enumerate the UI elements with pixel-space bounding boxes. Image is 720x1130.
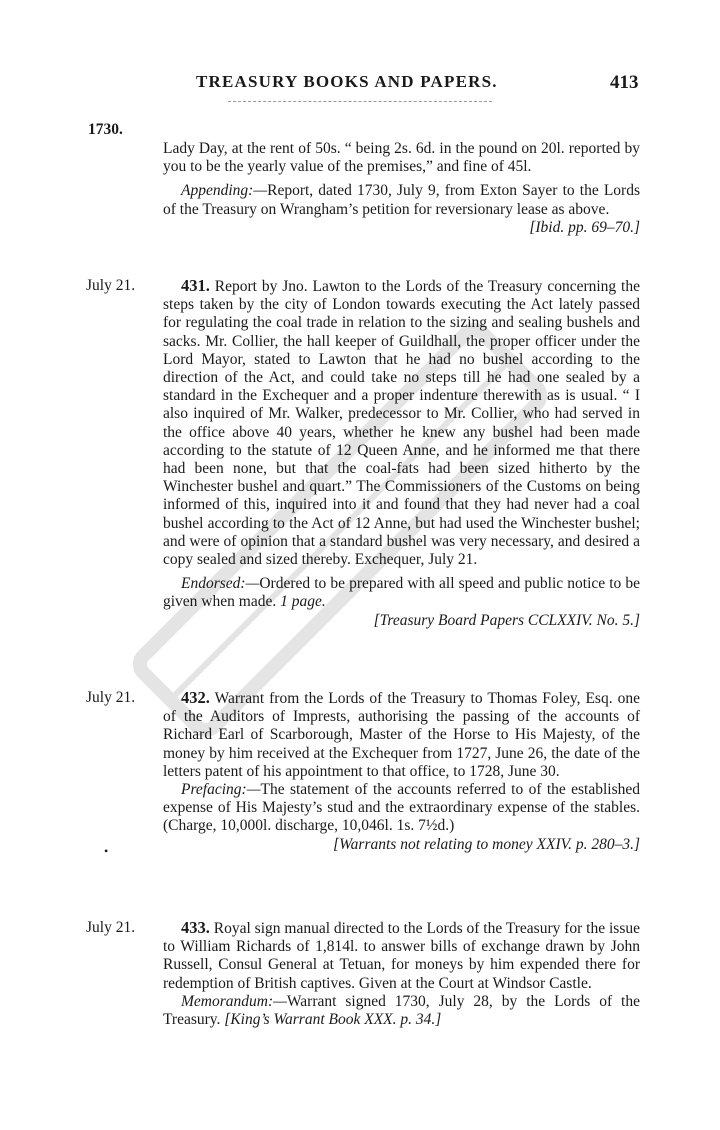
header-divider bbox=[228, 101, 492, 103]
appending-note bbox=[163, 182, 640, 218]
entry-432 bbox=[163, 689, 640, 854]
entry-date: July 21. bbox=[86, 919, 136, 936]
continuation-text: Lady Day, at the rent of 50s. “ being 2s. 6d. in the pound on 20l. reported by you to be the yearly value of the premises,” and fine of 45l. bbox=[163, 140, 640, 176]
running-header-title: TREASURY BOOKS AND PAPERS. bbox=[196, 72, 498, 91]
prefacing-note bbox=[163, 781, 640, 836]
source-reference: [Ibid. pp. 69–70.] bbox=[529, 218, 640, 236]
entry-number: 432. bbox=[181, 688, 210, 707]
appending-label: Appending:— bbox=[181, 182, 268, 200]
endorsed-note bbox=[163, 575, 640, 611]
memorandum-note bbox=[163, 993, 640, 1029]
margin-dot-icon: • bbox=[104, 844, 109, 858]
note-label: Memorandum:— bbox=[181, 992, 287, 1010]
year-label: 1730. bbox=[88, 121, 123, 138]
note-label: Prefacing:— bbox=[181, 781, 261, 799]
note-text: The statement of the accounts referred to of the established expense of His Majesty’s stud and the extraordinary expense of the stables. (Charge, 10,000l. discharge, 10,046l. 1s. 7½d.) bbox=[163, 781, 640, 835]
continuation-block bbox=[163, 140, 640, 237]
note-label: Endorsed:— bbox=[181, 575, 260, 593]
entry-text: Warrant from the Lords of the Treasury to Thomas Foley, Esq. one of the Auditors of Imprests, authorising the passing of the accounts of Richard Earl of Scarborough, Master of the Horse to His Majesty, of the money by him received at the Exchequer from 1727, June 26, the date of the letters patent of his appointment to that office, to 1728, June 30. bbox=[163, 690, 640, 780]
source-reference: [Warrants not relating to money XXIV. p. 280–3.] bbox=[333, 835, 640, 853]
appending-text: Report, dated 1730, July 9, from Exton Sayer to the Lords of the Treasury on Wrangham’s petition for reversionary lease as above. bbox=[163, 182, 640, 218]
note-tail: 1 page. bbox=[280, 593, 326, 611]
entry-body bbox=[163, 919, 640, 993]
note-text: Ordered to be prepared with all speed and public notice to be given when made. bbox=[163, 575, 640, 611]
entry-date: July 21. bbox=[86, 277, 136, 294]
entry-body bbox=[163, 277, 640, 569]
entry-body bbox=[163, 689, 640, 781]
entry-number: 431. bbox=[181, 276, 210, 295]
entry-number: 433. bbox=[181, 918, 210, 937]
entry-text: Report by Jno. Lawton to the Lords of the Treasury concerning the steps taken by the city of London towards executing the Act lately passed for regulating the coal trade in relation to the sizing and sealing bushels and sacks. Mr. Collier, the hall keeper of Guildhall, the proper officer under the Lord Mayor, stated to Lawton that he had no bushel according to the direction of the Act, and could take no steps till he had one sealed by a standard in the Exchequer and a proper indenture therewith as is usual. “ I also inquired of Mr. Walker, predecessor to Mr. Collier, who had served in the office above 40 years, whether he knew any bushel had been made according to the statute of 12 Queen Anne, and he informed me that there had been none, but that the coal-fats had been sized hitherto by the Winchester bushel and quart.” The Commissioners of the Customs on being informed of this, inquired into it and found that they had never had a coal bushel according to the Act of 12 Anne, but had used the Winchester bushel; and were of opinion that a standard bushel was very necessary, and desired a copy sealed and sized thereby. Exchequer, July 21. bbox=[163, 278, 640, 569]
inline-source-reference: [King’s Warrant Book XXX. p. 34.] bbox=[224, 1011, 442, 1029]
source-reference: [Treasury Board Papers CCLXXIV. No. 5.] bbox=[373, 611, 640, 629]
note-text: Warrant signed 1730, July 28, by the Lords of the Treasury. bbox=[163, 992, 640, 1029]
entry-431 bbox=[163, 277, 640, 630]
entry-text: Royal sign manual directed to the Lords of the Treasury for the issue to William Richards of 1,814l. to answer bills of exchange drawn by John Russell, Consul General at Tetuan, for moneys by him expended there for redemption of British captives. Given at the Court at Windsor Castle. bbox=[163, 920, 641, 992]
page-number: 413 bbox=[610, 72, 639, 93]
entry-date: July 21. bbox=[86, 689, 136, 706]
entry-433 bbox=[163, 919, 640, 1029]
